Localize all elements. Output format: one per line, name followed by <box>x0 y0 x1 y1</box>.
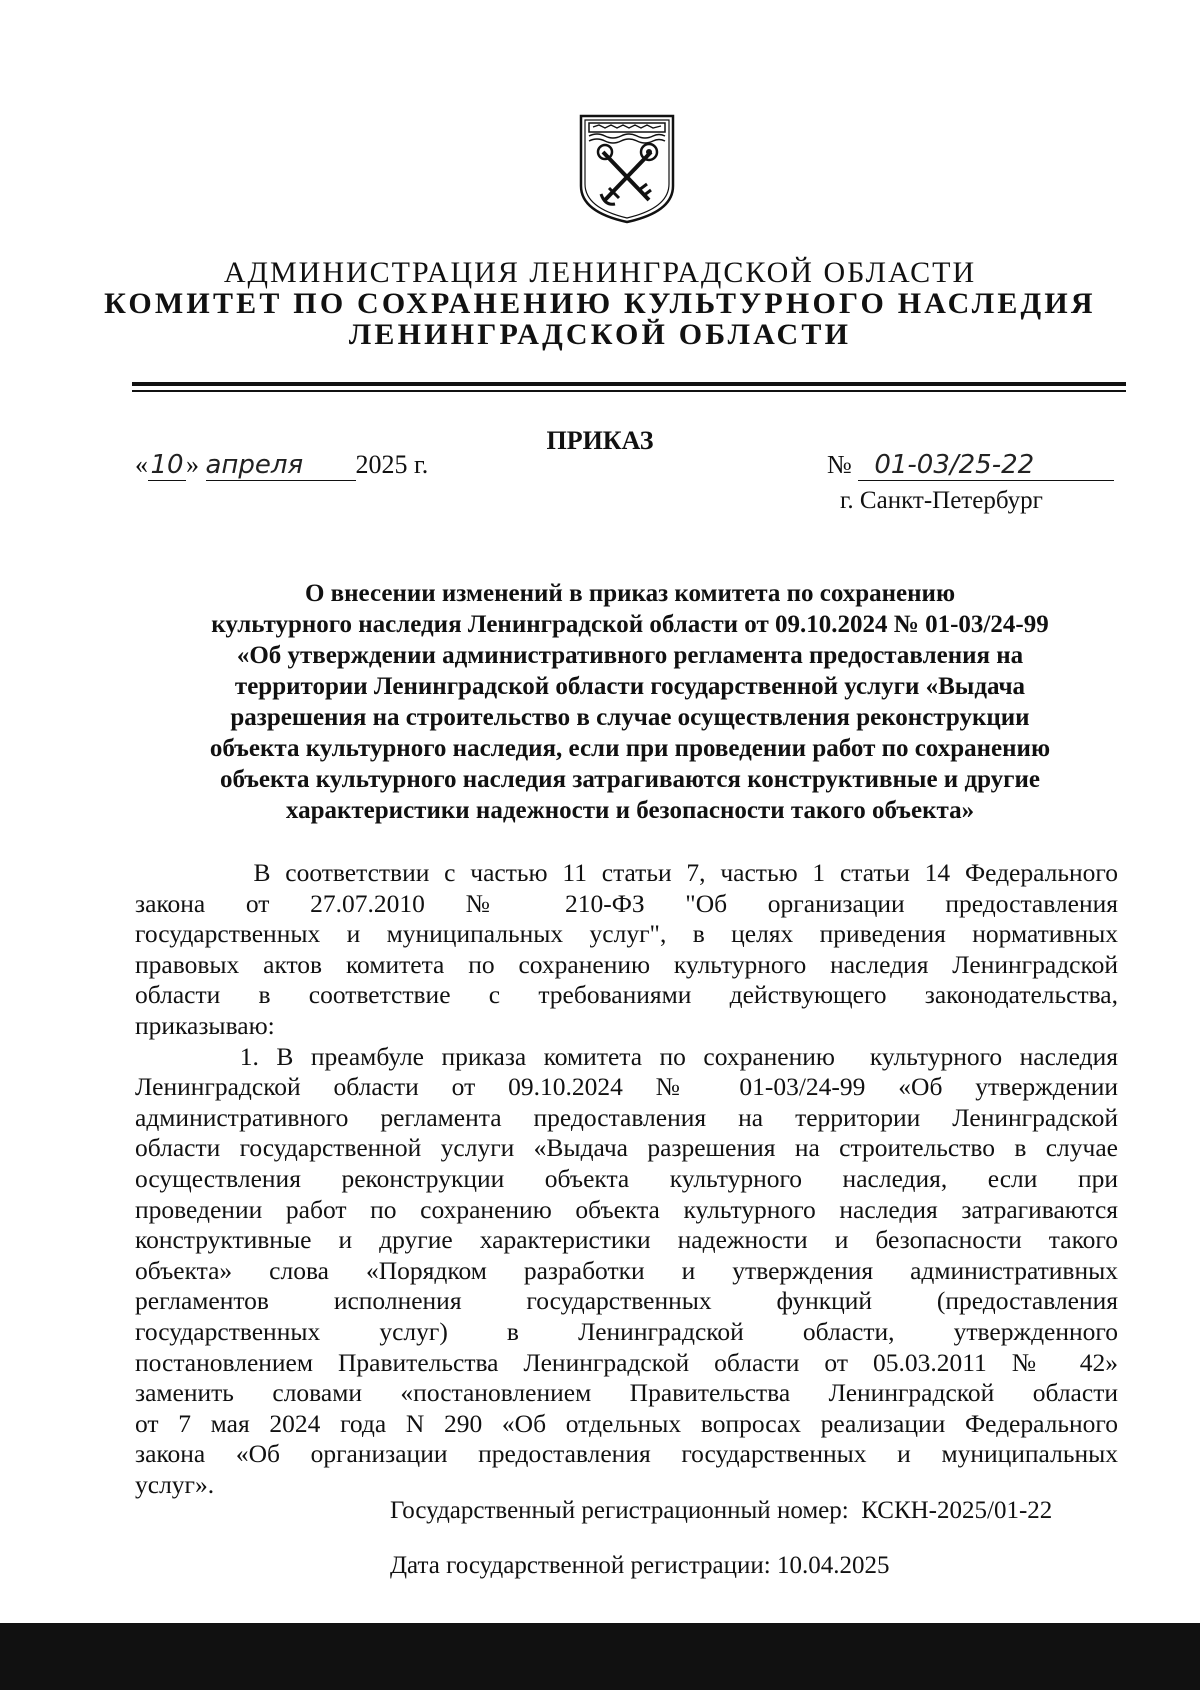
order-date <box>135 450 428 481</box>
registration-number-label: Государственный регистрационный номер: <box>390 1497 849 1524</box>
body-line: регламентов исполнения государственных функций (предоставления <box>135 1286 1118 1316</box>
body-line: осуществления реконструкции объекта культурного наследия, если при <box>135 1163 1118 1193</box>
date-open-quote: « <box>135 450 148 479</box>
date-day <box>148 450 186 481</box>
emblem-icon <box>575 112 679 224</box>
header-rule-thick <box>132 382 1126 386</box>
title-line: разрешения на строительство в случае осуществления реконструкции <box>230 704 1030 731</box>
header-administration: АДМИНИСТРАЦИЯ ЛЕНИНГРАДСКОЙ ОБЛАСТИ <box>223 256 977 289</box>
order-number <box>827 450 1114 481</box>
title-line: культурного наследия Ленинградской области от 09.10.2024 № 01-03/24-99 <box>211 611 1049 638</box>
order-title <box>140 578 1120 826</box>
body-line: В соответствии с частью 11 статьи 7, частью 1 статьи 14 Федерального <box>135 858 1118 887</box>
body-line: области в соответствие с требованиями действующего законодательства, <box>135 980 1118 1010</box>
body-line: объекта» слова «Порядком разработки и утверждения административных <box>135 1255 1118 1285</box>
document-type: ПРИКАЗ <box>546 426 654 455</box>
registration-date <box>390 1552 890 1580</box>
body-line: приказываю: <box>135 1010 275 1040</box>
body-line: заменить словами «постановлением Правительства Ленинградской области <box>135 1378 1118 1408</box>
body-line: от 7 мая 2024 года N 290 «Об отдельных вопросах реализации Федерального <box>135 1408 1118 1438</box>
number-label: № <box>827 450 852 479</box>
body-line: государственных услуг) в Ленинградской области, утвержденного <box>135 1316 1118 1346</box>
body-line: конструктивные и другие характеристики надежности и безопасности такого <box>135 1225 1118 1255</box>
title-line: объекта культурного наследия, если при проведении работ по сохранению <box>209 735 1051 762</box>
registration-date-label: Дата государственной регистрации: <box>390 1552 771 1579</box>
registration-number-value: КСКН-2025/01-22 <box>861 1497 1053 1524</box>
scan-border <box>0 1623 1200 1690</box>
body-line: правовых актов комитета по сохранению культурного наследия Ленинградской <box>135 949 1118 979</box>
date-close-quote: » <box>186 450 199 479</box>
body-line: постановлением Правительства Ленинградской области от 05.03.2011 № 42» <box>135 1347 1118 1377</box>
header-region: ЛЕНИНГРАДСКОЙ ОБЛАСТИ <box>348 318 852 351</box>
title-line: характеристики надежности и безопасности такого объекта» <box>285 797 975 824</box>
title-line: объекта культурного наследия затрагиваются конструктивные и другие <box>219 766 1041 793</box>
registration-date-value: 10.04.2025 <box>777 1552 890 1579</box>
body-line: государственных и муниципальных услуг", в целях приведения нормативных <box>135 919 1118 949</box>
body-line: области государственной услуги «Выдача разрешения на строительство в случае <box>135 1133 1118 1163</box>
body-line: закона «Об организации предоставления государственных и муниципальных <box>135 1439 1118 1469</box>
order-body <box>135 858 1118 1500</box>
date-year: 2025 г. <box>355 450 429 479</box>
city: г. Санкт-Петербург <box>840 487 1043 514</box>
title-line: территории Ленинградской области государственной услуги «Выдача <box>234 673 1026 700</box>
coat-of-arms-emblem <box>575 112 679 224</box>
body-line: закона от 27.07.2010 № 210-ФЗ "Об организации предоставления <box>135 888 1118 918</box>
registration-number <box>390 1497 1052 1525</box>
date-month-handwritten: апреля <box>205 450 304 480</box>
date-day-handwritten: 10 <box>150 450 184 480</box>
number-field <box>858 450 1114 481</box>
body-line: Ленинградской области от 09.10.2024 № 01-03/24-99 «Об утверждении <box>135 1072 1118 1102</box>
body-line: 1. В преамбуле приказа комитета по сохранению культурного наследия <box>135 1041 1118 1071</box>
number-handwritten: 01-03/25-22 <box>874 450 1035 480</box>
date-month <box>206 450 356 481</box>
header-committee: КОМИТЕТ ПО СОХРАНЕНИЮ КУЛЬТУРНОГО НАСЛЕДИЯ <box>104 287 1096 320</box>
body-line: административного регламента предоставления на территории Ленинградской <box>135 1102 1118 1132</box>
body-line: проведении работ по сохранению объекта культурного наследия затрагиваются <box>135 1194 1118 1224</box>
title-line: О внесении изменений в приказ комитета по сохранению <box>304 580 956 607</box>
title-line: «Об утверждении административного регламента предоставления на <box>236 642 1024 669</box>
header-rule-thin <box>132 390 1126 392</box>
body-line: услуг». <box>135 1469 215 1499</box>
